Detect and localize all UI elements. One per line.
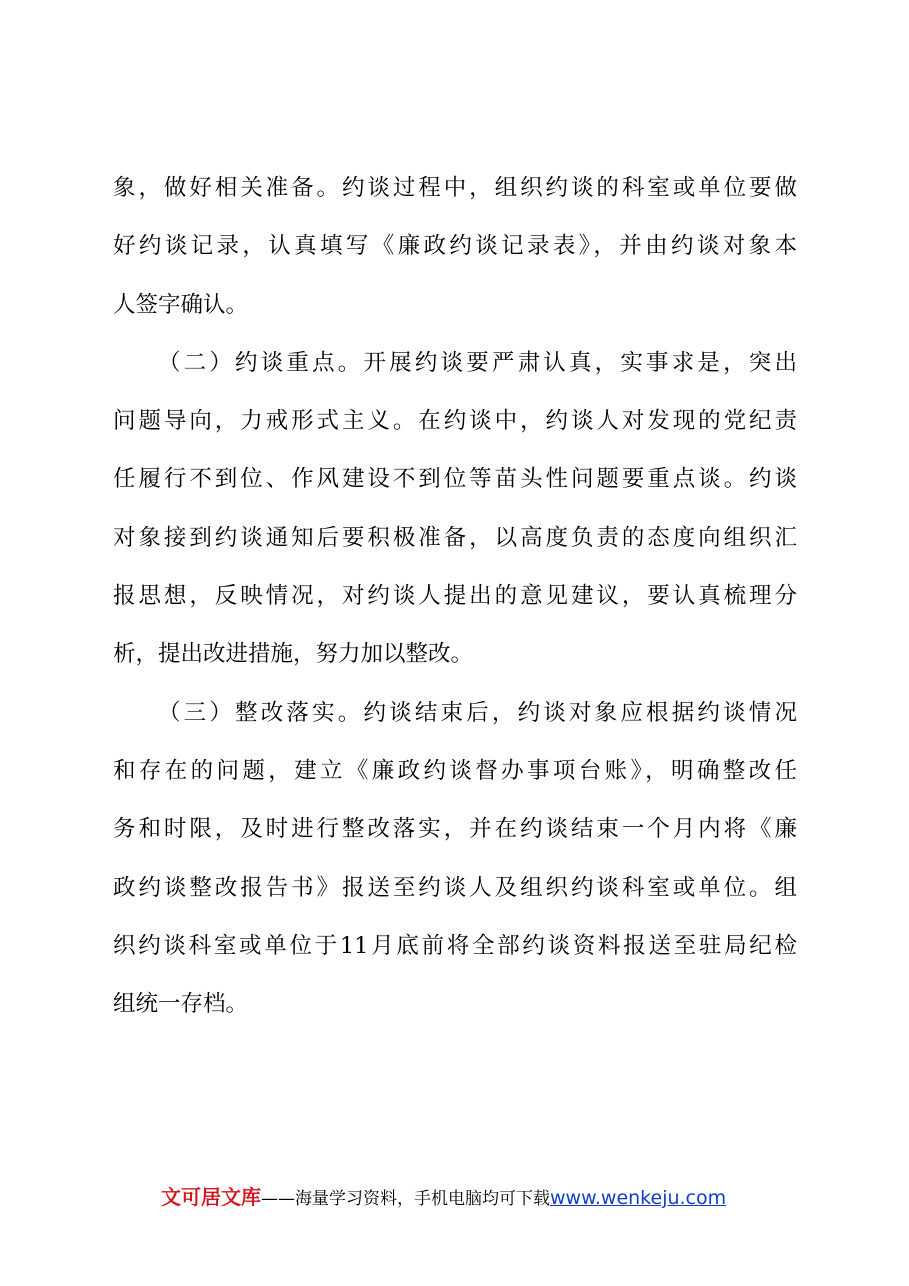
text-line-13: 政约谈整改报告书》报送至约谈人及组织约谈科室或单位。组 (113, 874, 797, 901)
footer-site-link[interactable]: www.wenkeju.com (550, 1187, 727, 1209)
text-line-2: 好约谈记录，认真填写《廉政约谈记录表》，并由约谈对象本 (113, 233, 797, 260)
text-line-4: （二）约谈重点。开展约谈要严肃认真，实事求是，突出 (158, 349, 797, 376)
text-line-8: 报思想，反映情况，对约谈人提出的意见建议，要认真梳理分 (113, 583, 797, 610)
text-line-10: （三）整改落实。约谈结束后，约谈对象应根据约谈情况 (158, 699, 797, 726)
text-line-11: 和存在的问题，建立《廉政约谈督办事项台账》，明确整改任 (113, 757, 797, 784)
text-line-5: 问题导向，力戒形式主义。在约谈中，约谈人对发现的党纪责 (113, 408, 797, 435)
text-line-15: 组统一存档。 (113, 991, 249, 1018)
text-line-7: 对象接到约谈通知后要积极准备，以高度负责的态度向组织汇 (113, 524, 797, 551)
footer-brand: 文可居文库 (161, 1185, 261, 1209)
text-line-1: 象，做好相关准备。约谈过程中，组织约谈的科室或单位要做 (113, 175, 797, 201)
footer-tagline: ——海量学习资料，手机电脑均可下载 (261, 1189, 550, 1209)
document-body (113, 159, 797, 1033)
text-line-12: 务和时限，及时进行整改落实，并在约谈结束一个月内将《廉 (113, 816, 797, 843)
text-line-3: 人签字确认。 (113, 291, 249, 318)
text-line-9: 析，提出改进措施，努力加以整改。 (113, 641, 474, 668)
text-line-14: 织约谈科室或单位于11月底前将全部约谈资料报送至驻局纪检 (113, 932, 797, 959)
footer-banner (161, 1180, 781, 1214)
text-line-6: 任履行不到位、作风建设不到位等苗头性问题要重点谈。约谈 (113, 466, 797, 493)
